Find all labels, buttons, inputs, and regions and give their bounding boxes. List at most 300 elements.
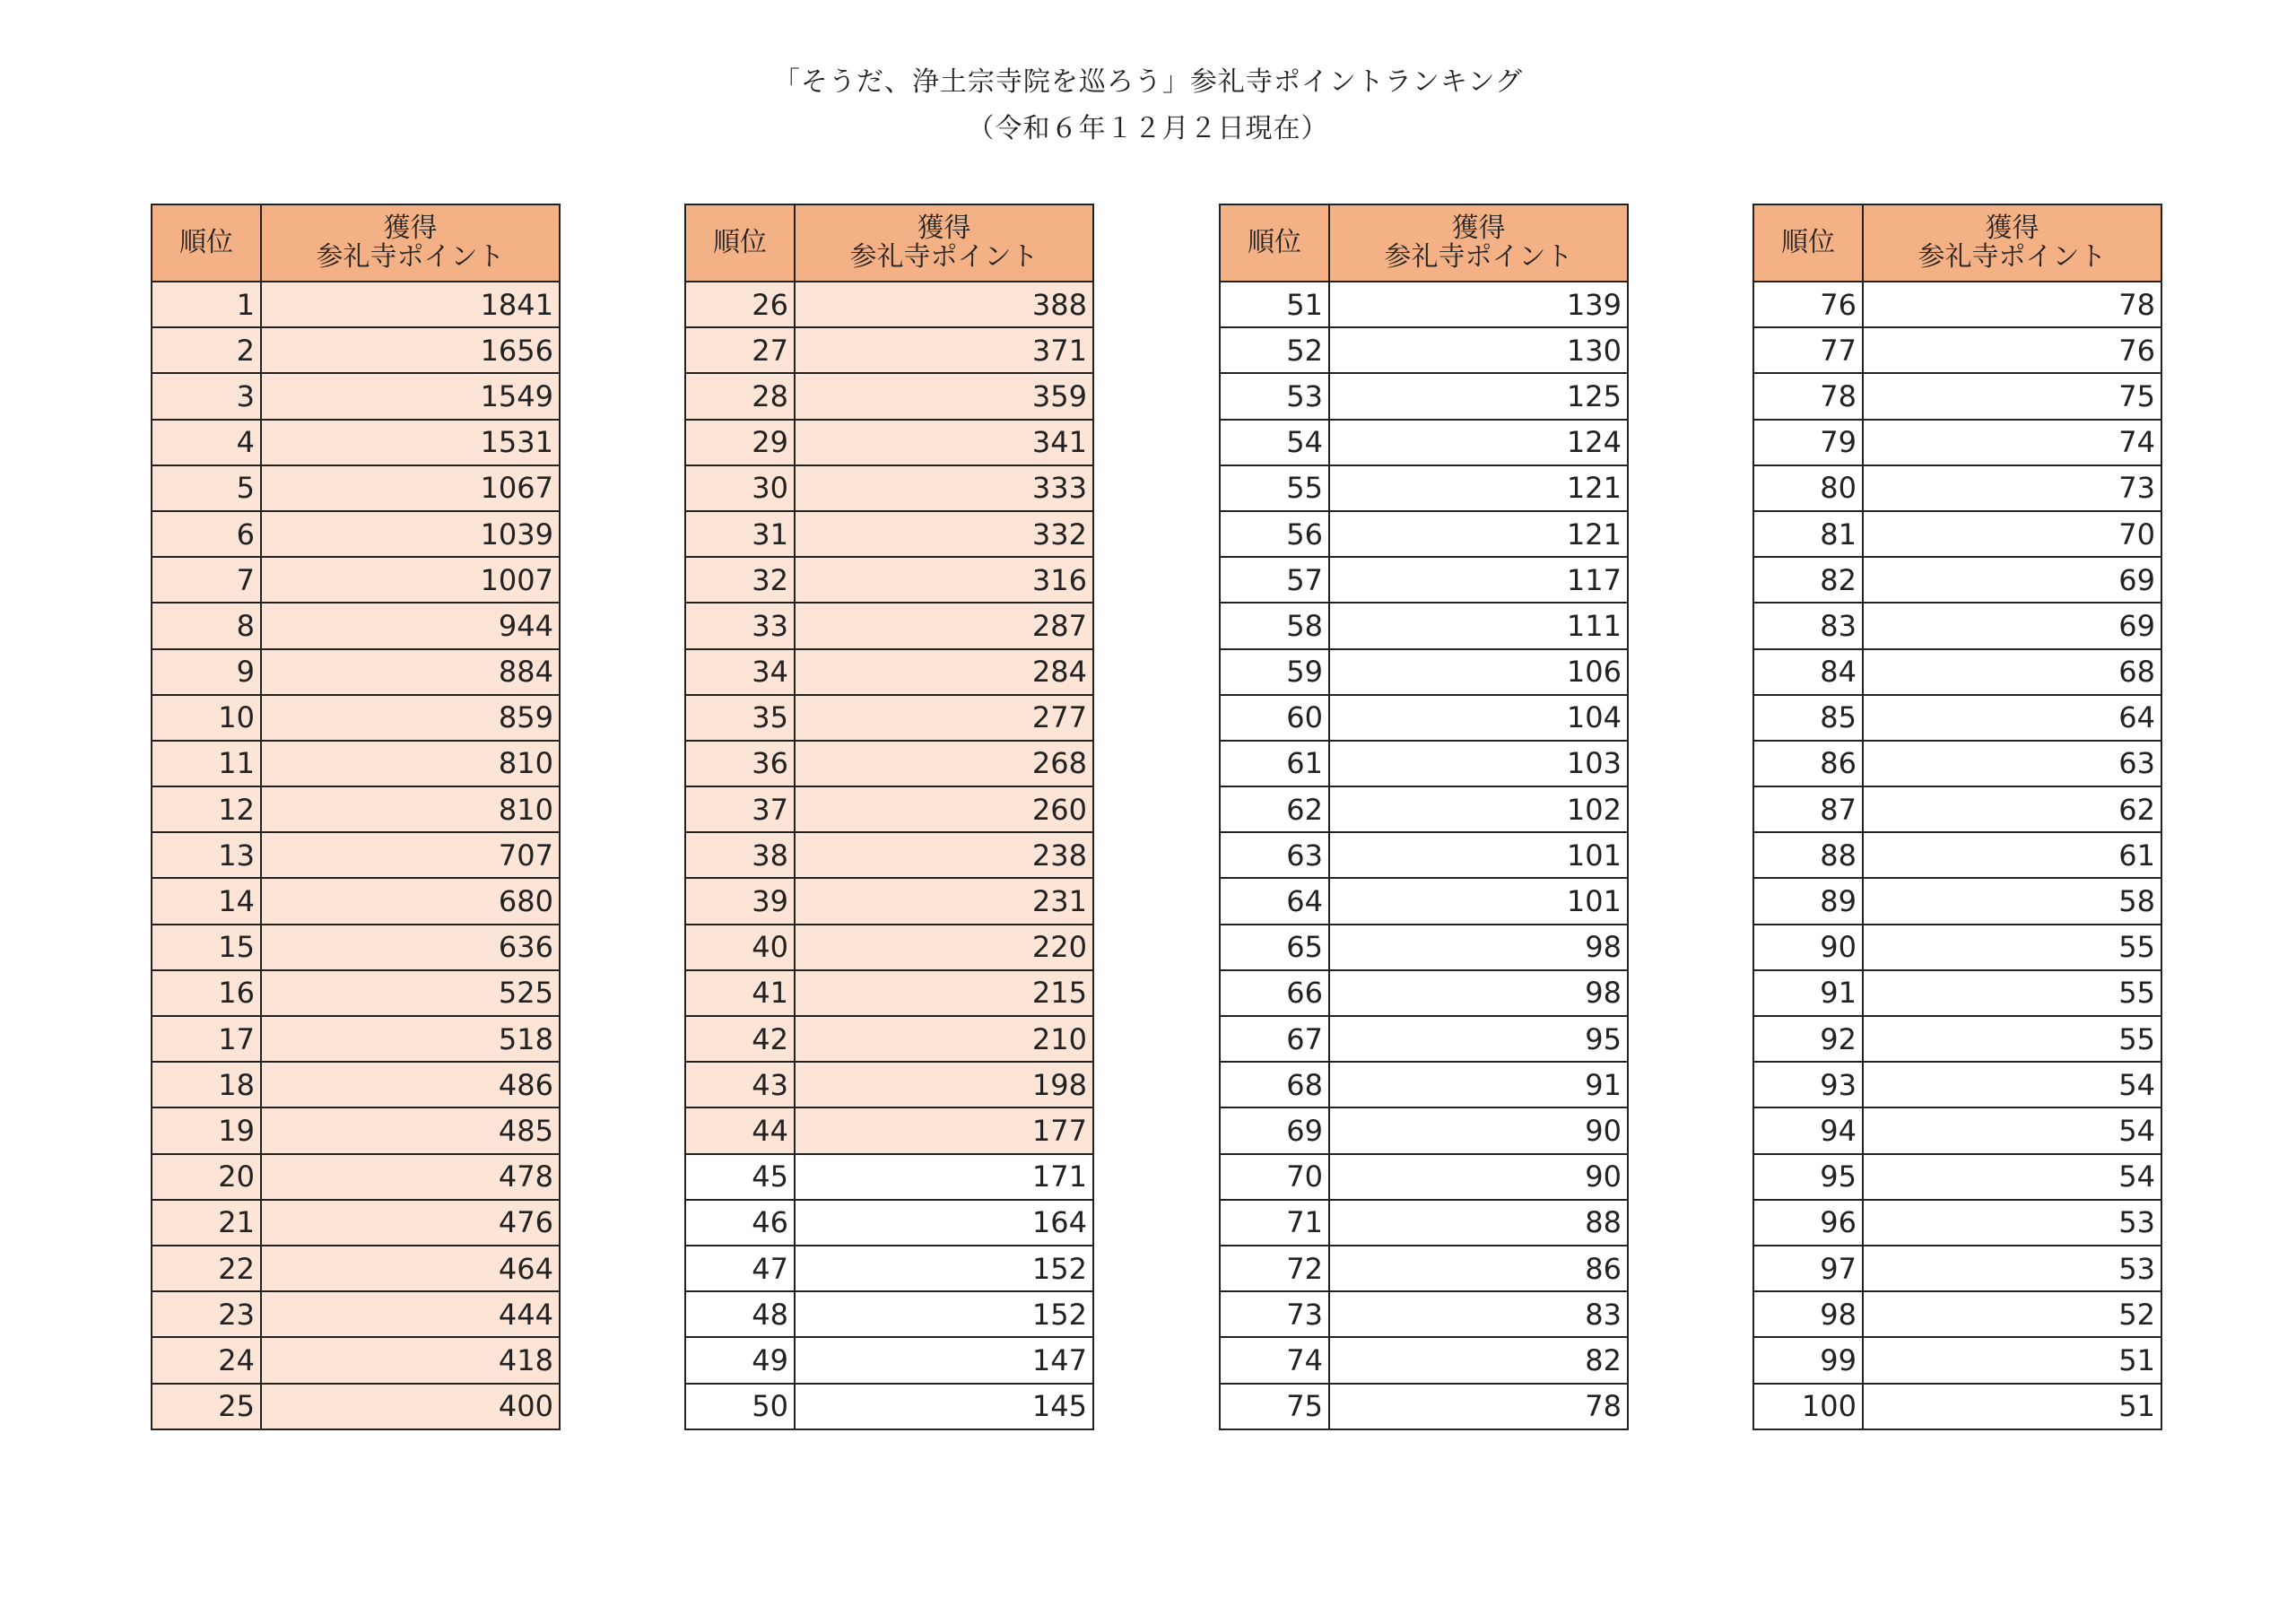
rank-cell: 76 xyxy=(1753,282,1863,327)
rank-cell: 100 xyxy=(1753,1384,1863,1429)
table-row xyxy=(1220,327,1628,373)
points-header xyxy=(1329,204,1628,282)
table-row xyxy=(1753,465,2161,511)
rank-cell: 43 xyxy=(685,1062,795,1107)
rank-cell: 7 xyxy=(152,557,261,603)
table-row xyxy=(152,1246,560,1291)
rank-cell: 26 xyxy=(685,282,795,327)
rank-header: 順位 xyxy=(1220,204,1329,282)
rank-cell: 57 xyxy=(1220,557,1329,603)
points-cell: 287 xyxy=(795,603,1093,648)
rank-cell: 53 xyxy=(1220,373,1329,419)
table-row xyxy=(685,1384,1093,1429)
points-cell: 636 xyxy=(261,925,560,970)
points-cell: 1039 xyxy=(261,511,560,557)
points-cell: 810 xyxy=(261,741,560,786)
points-cell: 332 xyxy=(795,511,1093,557)
table-row xyxy=(152,1154,560,1200)
points-cell: 76 xyxy=(1863,327,2161,373)
points-cell: 215 xyxy=(795,970,1093,1016)
rank-cell: 32 xyxy=(685,557,795,603)
rank-cell: 81 xyxy=(1753,511,1863,557)
rank-cell: 15 xyxy=(152,925,261,970)
points-cell: 341 xyxy=(795,420,1093,465)
table-row xyxy=(1753,1154,2161,1200)
rank-cell: 19 xyxy=(152,1107,261,1153)
points-cell: 90 xyxy=(1329,1107,1628,1153)
table-row xyxy=(685,786,1093,832)
rank-cell: 31 xyxy=(685,511,795,557)
points-cell: 316 xyxy=(795,557,1093,603)
points-cell: 55 xyxy=(1863,925,2161,970)
table-row xyxy=(1220,832,1628,878)
table-row xyxy=(685,925,1093,970)
table-row xyxy=(1753,511,2161,557)
rank-cell: 11 xyxy=(152,741,261,786)
table-header-row xyxy=(1753,204,2161,282)
points-cell: 70 xyxy=(1863,511,2161,557)
rank-cell: 68 xyxy=(1220,1062,1329,1107)
points-cell: 152 xyxy=(795,1246,1093,1291)
points-cell: 359 xyxy=(795,373,1093,419)
rank-cell: 13 xyxy=(152,832,261,878)
points-cell: 103 xyxy=(1329,741,1628,786)
table-row xyxy=(1220,1062,1628,1107)
page-title: 「そうだ、浄土宗寺院を巡ろう」参礼寺ポイントランキング xyxy=(772,66,1524,98)
rank-cell: 4 xyxy=(152,420,261,465)
table-row xyxy=(1220,1016,1628,1062)
table-row xyxy=(685,832,1093,878)
table-row xyxy=(152,786,560,832)
points-cell: 164 xyxy=(795,1200,1093,1246)
table-row xyxy=(1753,970,2161,1016)
table-row xyxy=(685,373,1093,419)
points-cell: 55 xyxy=(1863,1016,2161,1062)
points-cell: 1007 xyxy=(261,557,560,603)
points-cell: 98 xyxy=(1329,970,1628,1016)
rank-cell: 24 xyxy=(152,1337,261,1383)
rank-cell: 23 xyxy=(152,1291,261,1337)
table-row xyxy=(685,511,1093,557)
rank-cell: 22 xyxy=(152,1246,261,1291)
points-cell: 121 xyxy=(1329,511,1628,557)
rank-cell: 93 xyxy=(1753,1062,1863,1107)
rank-cell: 44 xyxy=(685,1107,795,1153)
rank-cell: 55 xyxy=(1220,465,1329,511)
table-row xyxy=(1753,741,2161,786)
table-row xyxy=(152,741,560,786)
rank-cell: 41 xyxy=(685,970,795,1016)
points-cell: 152 xyxy=(795,1291,1093,1337)
points-cell: 54 xyxy=(1863,1107,2161,1153)
table-row xyxy=(152,373,560,419)
table-row xyxy=(1220,603,1628,648)
ranking-table-3 xyxy=(1219,204,1629,1430)
rank-cell: 12 xyxy=(152,786,261,832)
points-cell: 1067 xyxy=(261,465,560,511)
points-cell: 117 xyxy=(1329,557,1628,603)
table-row xyxy=(1220,1246,1628,1291)
points-cell: 90 xyxy=(1329,1154,1628,1200)
rank-cell: 20 xyxy=(152,1154,261,1200)
rank-cell: 77 xyxy=(1753,327,1863,373)
points-cell: 106 xyxy=(1329,649,1628,695)
ranking-table-2 xyxy=(684,204,1094,1430)
points-header xyxy=(261,204,560,282)
rank-cell: 98 xyxy=(1753,1291,1863,1337)
rank-cell: 9 xyxy=(152,649,261,695)
points-cell: 58 xyxy=(1863,878,2161,924)
points-cell: 95 xyxy=(1329,1016,1628,1062)
table-row xyxy=(685,557,1093,603)
points-cell: 68 xyxy=(1863,649,2161,695)
points-cell: 111 xyxy=(1329,603,1628,648)
table-row xyxy=(1220,282,1628,327)
rank-cell: 86 xyxy=(1753,741,1863,786)
table-row xyxy=(685,1246,1093,1291)
points-cell: 810 xyxy=(261,786,560,832)
table-row xyxy=(152,649,560,695)
table-row xyxy=(1753,373,2161,419)
table-row xyxy=(1220,511,1628,557)
points-cell: 73 xyxy=(1863,465,2161,511)
table-row xyxy=(152,695,560,741)
rank-cell: 60 xyxy=(1220,695,1329,741)
table-row xyxy=(152,282,560,327)
ranking-table-4 xyxy=(1752,204,2162,1430)
rank-cell: 70 xyxy=(1220,1154,1329,1200)
rank-cell: 91 xyxy=(1753,970,1863,1016)
rank-cell: 65 xyxy=(1220,925,1329,970)
table-row xyxy=(152,1200,560,1246)
table-row xyxy=(1220,557,1628,603)
rank-cell: 94 xyxy=(1753,1107,1863,1153)
rank-cell: 78 xyxy=(1753,373,1863,419)
rank-cell: 52 xyxy=(1220,327,1329,373)
table-row xyxy=(152,878,560,924)
rank-cell: 47 xyxy=(685,1246,795,1291)
rank-cell: 36 xyxy=(685,741,795,786)
rank-cell: 6 xyxy=(152,511,261,557)
table-header-row xyxy=(152,204,560,282)
points-cell: 268 xyxy=(795,741,1093,786)
rank-cell: 28 xyxy=(685,373,795,419)
points-cell: 69 xyxy=(1863,557,2161,603)
points-cell: 220 xyxy=(795,925,1093,970)
points-header-line2: 参礼寺ポイント xyxy=(1918,241,2107,273)
table-row xyxy=(152,603,560,648)
points-header-line1: 獲得 xyxy=(917,213,971,244)
rank-cell: 2 xyxy=(152,327,261,373)
points-cell: 231 xyxy=(795,878,1093,924)
table-row xyxy=(1220,1384,1628,1429)
table-row xyxy=(152,1016,560,1062)
points-cell: 1549 xyxy=(261,373,560,419)
rank-cell: 58 xyxy=(1220,603,1329,648)
table-row xyxy=(152,420,560,465)
table-row xyxy=(1220,786,1628,832)
table-row xyxy=(152,970,560,1016)
rank-cell: 89 xyxy=(1753,878,1863,924)
points-cell: 139 xyxy=(1329,282,1628,327)
points-cell: 130 xyxy=(1329,327,1628,373)
points-cell: 284 xyxy=(795,649,1093,695)
table-row xyxy=(1753,603,2161,648)
rank-cell: 73 xyxy=(1220,1291,1329,1337)
table-row xyxy=(1753,925,2161,970)
table-row xyxy=(685,1200,1093,1246)
rank-cell: 56 xyxy=(1220,511,1329,557)
points-cell: 476 xyxy=(261,1200,560,1246)
points-cell: 82 xyxy=(1329,1337,1628,1383)
table-row xyxy=(152,1107,560,1153)
table-row xyxy=(1753,832,2161,878)
rank-cell: 95 xyxy=(1753,1154,1863,1200)
table-row xyxy=(152,925,560,970)
table-row xyxy=(1220,1200,1628,1246)
table-row xyxy=(1753,878,2161,924)
rank-cell: 8 xyxy=(152,603,261,648)
table-row xyxy=(1220,741,1628,786)
table-row xyxy=(152,832,560,878)
points-cell: 101 xyxy=(1329,878,1628,924)
table-row xyxy=(1753,1062,2161,1107)
rank-cell: 27 xyxy=(685,327,795,373)
table-row xyxy=(1753,282,2161,327)
points-cell: 198 xyxy=(795,1062,1093,1107)
points-cell: 101 xyxy=(1329,832,1628,878)
points-cell: 884 xyxy=(261,649,560,695)
table-row xyxy=(1753,786,2161,832)
points-cell: 74 xyxy=(1863,420,2161,465)
table-row xyxy=(685,282,1093,327)
rank-header: 順位 xyxy=(152,204,261,282)
rank-cell: 49 xyxy=(685,1337,795,1383)
points-cell: 444 xyxy=(261,1291,560,1337)
points-cell: 944 xyxy=(261,603,560,648)
rank-cell: 96 xyxy=(1753,1200,1863,1246)
points-header-line1: 獲得 xyxy=(1451,213,1506,244)
points-cell: 210 xyxy=(795,1016,1093,1062)
rank-cell: 46 xyxy=(685,1200,795,1246)
points-header-line2: 参礼寺ポイント xyxy=(1384,241,1573,273)
points-header-line1: 獲得 xyxy=(1985,213,2039,244)
rank-cell: 66 xyxy=(1220,970,1329,1016)
points-cell: 88 xyxy=(1329,1200,1628,1246)
points-cell: 859 xyxy=(261,695,560,741)
rank-cell: 62 xyxy=(1220,786,1329,832)
table-row xyxy=(152,465,560,511)
points-cell: 69 xyxy=(1863,603,2161,648)
table-row xyxy=(1220,465,1628,511)
points-cell: 83 xyxy=(1329,1291,1628,1337)
rank-cell: 30 xyxy=(685,465,795,511)
points-cell: 171 xyxy=(795,1154,1093,1200)
points-cell: 277 xyxy=(795,695,1093,741)
table-row xyxy=(685,603,1093,648)
rank-cell: 37 xyxy=(685,786,795,832)
rank-cell: 5 xyxy=(152,465,261,511)
table-row xyxy=(1753,1107,2161,1153)
points-cell: 52 xyxy=(1863,1291,2161,1337)
table-row xyxy=(685,1337,1093,1383)
points-cell: 525 xyxy=(261,970,560,1016)
points-header-line2: 参礼寺ポイント xyxy=(316,241,505,273)
rank-cell: 33 xyxy=(685,603,795,648)
rank-cell: 71 xyxy=(1220,1200,1329,1246)
table-row xyxy=(685,878,1093,924)
table-row xyxy=(1220,373,1628,419)
points-cell: 104 xyxy=(1329,695,1628,741)
rank-cell: 75 xyxy=(1220,1384,1329,1429)
points-cell: 121 xyxy=(1329,465,1628,511)
table-row xyxy=(685,1154,1093,1200)
rank-cell: 99 xyxy=(1753,1337,1863,1383)
table-row xyxy=(1220,649,1628,695)
points-cell: 64 xyxy=(1863,695,2161,741)
table-row xyxy=(152,557,560,603)
rank-cell: 38 xyxy=(685,832,795,878)
rank-cell: 80 xyxy=(1753,465,1863,511)
points-cell: 53 xyxy=(1863,1200,2161,1246)
points-cell: 62 xyxy=(1863,786,2161,832)
table-row xyxy=(685,741,1093,786)
table-row xyxy=(685,1291,1093,1337)
rank-cell: 29 xyxy=(685,420,795,465)
rank-header: 順位 xyxy=(685,204,795,282)
rank-cell: 42 xyxy=(685,1016,795,1062)
points-cell: 371 xyxy=(795,327,1093,373)
table-row xyxy=(685,327,1093,373)
table-row xyxy=(1753,1246,2161,1291)
rank-cell: 25 xyxy=(152,1384,261,1429)
table-row xyxy=(1753,1384,2161,1429)
rank-cell: 3 xyxy=(152,373,261,419)
points-cell: 53 xyxy=(1863,1246,2161,1291)
rank-cell: 59 xyxy=(1220,649,1329,695)
table-header-row xyxy=(1220,204,1628,282)
table-row xyxy=(1220,1154,1628,1200)
points-cell: 54 xyxy=(1863,1154,2161,1200)
rank-cell: 84 xyxy=(1753,649,1863,695)
points-cell: 1531 xyxy=(261,420,560,465)
rank-cell: 79 xyxy=(1753,420,1863,465)
rank-cell: 72 xyxy=(1220,1246,1329,1291)
rank-header: 順位 xyxy=(1753,204,1863,282)
points-cell: 478 xyxy=(261,1154,560,1200)
rank-cell: 1 xyxy=(152,282,261,327)
rank-cell: 61 xyxy=(1220,741,1329,786)
points-cell: 464 xyxy=(261,1246,560,1291)
points-cell: 1656 xyxy=(261,327,560,373)
points-cell: 102 xyxy=(1329,786,1628,832)
table-row xyxy=(152,327,560,373)
table-row xyxy=(1220,925,1628,970)
points-header xyxy=(795,204,1093,282)
rank-cell: 54 xyxy=(1220,420,1329,465)
rank-cell: 69 xyxy=(1220,1107,1329,1153)
points-cell: 418 xyxy=(261,1337,560,1383)
points-cell: 86 xyxy=(1329,1246,1628,1291)
rank-cell: 67 xyxy=(1220,1016,1329,1062)
rank-cell: 35 xyxy=(685,695,795,741)
rank-cell: 82 xyxy=(1753,557,1863,603)
table-row xyxy=(1220,695,1628,741)
table-row xyxy=(1753,649,2161,695)
table-row xyxy=(1220,1107,1628,1153)
points-cell: 75 xyxy=(1863,373,2161,419)
table-row xyxy=(1753,1200,2161,1246)
table-row xyxy=(152,1062,560,1107)
points-cell: 680 xyxy=(261,878,560,924)
table-row xyxy=(1753,327,2161,373)
rank-cell: 74 xyxy=(1220,1337,1329,1383)
rank-cell: 16 xyxy=(152,970,261,1016)
table-row xyxy=(685,1107,1093,1153)
points-cell: 51 xyxy=(1863,1384,2161,1429)
table-row xyxy=(685,420,1093,465)
table-row xyxy=(685,649,1093,695)
rank-cell: 85 xyxy=(1753,695,1863,741)
points-cell: 55 xyxy=(1863,970,2161,1016)
rank-cell: 88 xyxy=(1753,832,1863,878)
points-cell: 333 xyxy=(795,465,1093,511)
points-cell: 388 xyxy=(795,282,1093,327)
points-cell: 54 xyxy=(1863,1062,2161,1107)
table-row xyxy=(1220,1337,1628,1383)
table-row xyxy=(1753,695,2161,741)
points-cell: 91 xyxy=(1329,1062,1628,1107)
rank-cell: 64 xyxy=(1220,878,1329,924)
rank-cell: 10 xyxy=(152,695,261,741)
rank-cell: 63 xyxy=(1220,832,1329,878)
rank-cell: 17 xyxy=(152,1016,261,1062)
table-row xyxy=(1220,970,1628,1016)
rank-cell: 21 xyxy=(152,1200,261,1246)
points-cell: 145 xyxy=(795,1384,1093,1429)
rank-cell: 39 xyxy=(685,878,795,924)
table-row xyxy=(1220,420,1628,465)
points-cell: 63 xyxy=(1863,741,2161,786)
rank-cell: 83 xyxy=(1753,603,1863,648)
table-row xyxy=(685,1016,1093,1062)
points-cell: 78 xyxy=(1863,282,2161,327)
points-cell: 124 xyxy=(1329,420,1628,465)
rank-cell: 92 xyxy=(1753,1016,1863,1062)
rank-cell: 90 xyxy=(1753,925,1863,970)
rank-cell: 34 xyxy=(685,649,795,695)
points-cell: 98 xyxy=(1329,925,1628,970)
table-row xyxy=(685,970,1093,1016)
points-cell: 707 xyxy=(261,832,560,878)
table-row xyxy=(1220,1291,1628,1337)
table-row xyxy=(152,1291,560,1337)
points-cell: 78 xyxy=(1329,1384,1628,1429)
points-cell: 518 xyxy=(261,1016,560,1062)
rank-cell: 18 xyxy=(152,1062,261,1107)
points-header xyxy=(1863,204,2161,282)
table-row xyxy=(152,1337,560,1383)
points-header-line1: 獲得 xyxy=(383,213,438,244)
table-row xyxy=(685,1062,1093,1107)
table-row xyxy=(685,465,1093,511)
table-row xyxy=(1753,557,2161,603)
table-row xyxy=(1753,420,2161,465)
points-cell: 125 xyxy=(1329,373,1628,419)
rank-cell: 45 xyxy=(685,1154,795,1200)
points-cell: 1841 xyxy=(261,282,560,327)
points-cell: 51 xyxy=(1863,1337,2161,1383)
